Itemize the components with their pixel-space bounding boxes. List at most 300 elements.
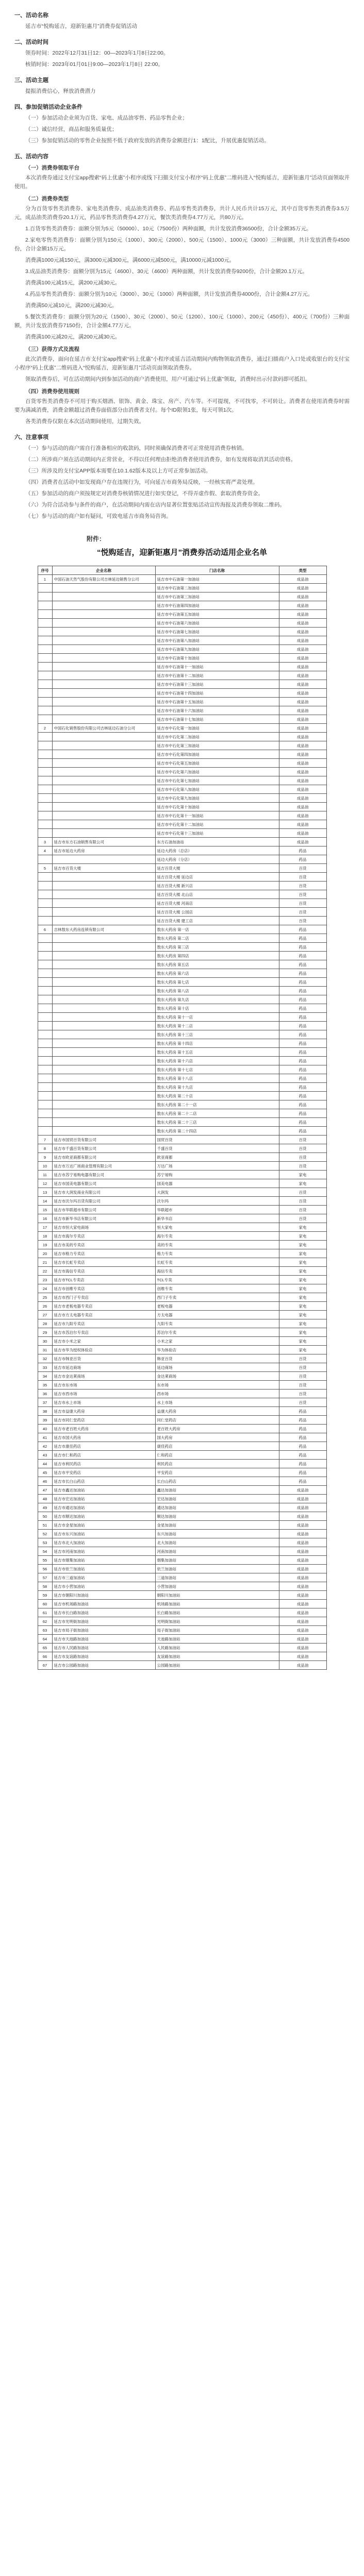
cell-type: 家电 bbox=[279, 1171, 326, 1179]
cell-store: 烟集加油站 bbox=[155, 1556, 279, 1565]
table-row bbox=[38, 1083, 326, 1092]
coupon-type-item: 消费满100元减15元，满200元减30元。 bbox=[25, 280, 121, 286]
cell-type: 成品油 bbox=[279, 794, 326, 803]
cell-type: 成品油 bbox=[279, 1495, 326, 1503]
cell-store: 延吉市中石油第十四加油站 bbox=[155, 689, 279, 698]
section-title: 三、活动主题 bbox=[14, 77, 48, 83]
section-paragraph: （一）参加活动企业须为百货、家电、成品油零售、药品零售企业； bbox=[25, 115, 188, 121]
cell-company: 延吉市仁和药店 bbox=[52, 1451, 155, 1460]
cell-no bbox=[38, 811, 52, 820]
cell-company bbox=[52, 645, 155, 654]
cell-company bbox=[52, 1127, 155, 1136]
cell-company: 延吉市天池路加油站 bbox=[52, 1635, 155, 1643]
cell-type: 百货 bbox=[279, 899, 326, 908]
section-title: 四、参加促销活动企业条件 bbox=[14, 104, 82, 110]
cell-company: 延吉市新华书店有限公司 bbox=[52, 1214, 155, 1223]
cell-type: 药品 bbox=[279, 952, 326, 960]
table-row bbox=[38, 1643, 326, 1652]
table-row bbox=[38, 671, 326, 680]
cell-company bbox=[52, 1004, 155, 1013]
note-item: （五）参加活动的商户须按规定对消费券核销情况进行如实登记，不得弄虚作假、套取消费券资金。 bbox=[25, 490, 263, 497]
cell-no: 45 bbox=[38, 1468, 52, 1477]
cell-no: 59 bbox=[38, 1591, 52, 1600]
cell-company bbox=[52, 1109, 155, 1118]
activity-content bbox=[14, 164, 350, 426]
cell-store: 延吉市中石化第二加油站 bbox=[155, 733, 279, 741]
cell-store: 延吉百货大楼 河南店 bbox=[155, 899, 279, 908]
cell-type: 百货 bbox=[279, 873, 326, 882]
cell-company bbox=[52, 917, 155, 925]
cell-no bbox=[38, 610, 52, 619]
cell-no: 3 bbox=[38, 838, 52, 846]
cell-type: 百货 bbox=[279, 1153, 326, 1162]
cell-store: 延吉市中石化第一加油站 bbox=[155, 724, 279, 733]
cell-store: 国贸百货 bbox=[155, 1136, 279, 1144]
cell-no bbox=[38, 645, 52, 654]
cell-company: 延吉市长虹专卖店 bbox=[52, 1258, 155, 1267]
cell-store: 老板电器 bbox=[155, 1302, 279, 1311]
cell-store: 敖东大药房 第十一店 bbox=[155, 1013, 279, 1022]
cell-company bbox=[52, 601, 155, 610]
cell-store: 欧亚商都 bbox=[155, 1153, 279, 1162]
table-row bbox=[38, 1468, 326, 1477]
table-row bbox=[38, 698, 326, 706]
cell-type: 百货 bbox=[279, 882, 326, 890]
header-type: 类型 bbox=[279, 566, 326, 575]
cell-store: 敖东大药房 第十三店 bbox=[155, 1030, 279, 1039]
cell-no: 13 bbox=[38, 1188, 52, 1197]
note-item: （四）消费者在活动中如发现商户存在违规行为，可向延吉市商务局反映，一经核实将严肃处理。 bbox=[25, 479, 258, 485]
cell-store: 国大药房 bbox=[155, 1433, 279, 1442]
rules-paragraph: 百货零售类消费券不可用于购买烟酒、银饰、黄金、珠宝、房产、汽车等。不可提现，不可找零，不可转让。消费者在使用消费券时需要为满减消费，消费金额超过消费券面值部分由消费者支付。每个ID限领1张，每天可领1次。 bbox=[14, 398, 350, 413]
table-row bbox=[38, 575, 326, 584]
cell-type: 药品 bbox=[279, 1048, 326, 1057]
cell-store: 敖东大药房 第四店 bbox=[155, 952, 279, 960]
cell-no bbox=[38, 768, 52, 776]
enterprise-table bbox=[38, 566, 327, 1670]
cell-company bbox=[52, 698, 155, 706]
cell-type: 药品 bbox=[279, 1416, 326, 1425]
cell-store: 光明街加油站 bbox=[155, 1617, 279, 1626]
cell-type: 药品 bbox=[279, 1065, 326, 1074]
table-row bbox=[38, 1127, 326, 1136]
table-row bbox=[38, 1503, 326, 1512]
cell-company bbox=[52, 680, 155, 689]
cell-company bbox=[52, 890, 155, 899]
section-title: 二、活动时间 bbox=[14, 39, 48, 45]
cell-no: 6 bbox=[38, 925, 52, 934]
cell-store: 仁和药店 bbox=[155, 1451, 279, 1460]
cell-store: 东市场 bbox=[155, 1381, 279, 1389]
cell-store: 延吉市中石油第十五加油站 bbox=[155, 698, 279, 706]
cell-store: 华为体验店 bbox=[155, 1346, 279, 1354]
cell-company bbox=[52, 820, 155, 829]
cell-company bbox=[52, 855, 155, 864]
cell-company: 延吉市河南加油站 bbox=[52, 1547, 155, 1556]
cell-store: 依兰加油站 bbox=[155, 1565, 279, 1573]
table-row bbox=[38, 680, 326, 689]
cell-no: 12 bbox=[38, 1179, 52, 1188]
cell-type: 成品油 bbox=[279, 663, 326, 671]
cell-no: 60 bbox=[38, 1600, 52, 1608]
cell-no bbox=[38, 820, 52, 829]
cell-store: 华联超市 bbox=[155, 1206, 279, 1214]
cell-no bbox=[38, 987, 52, 995]
table-row bbox=[38, 969, 326, 978]
cell-no bbox=[38, 855, 52, 864]
note-item: （二）所涉商户须在活动期间内正常营业，不得以任何理由拒绝消费者使用消费券，如有发现将取消其活动资格。 bbox=[25, 456, 296, 463]
cell-type: 家电 bbox=[279, 1284, 326, 1293]
cell-no bbox=[38, 995, 52, 1004]
cell-company: 延吉市TCL专卖店 bbox=[52, 1276, 155, 1284]
cell-type: 成品油 bbox=[279, 619, 326, 628]
cell-type: 成品油 bbox=[279, 645, 326, 654]
method-paragraph: 此次消费券，面向在延吉市支付宝app搜索“码上优惠”小程序或延吉活动期间内购物领取消费券，通过扫描商户入口处或收银台的支付宝小程序“码上优惠”二维码进入“悦购延吉，迎新钜惠月”活动页面领取消费券。 bbox=[14, 356, 350, 371]
cell-company bbox=[52, 1118, 155, 1127]
cell-type: 成品油 bbox=[279, 715, 326, 724]
cell-company: 吉林敖东大药房连锁有限公司 bbox=[52, 925, 155, 934]
cell-store: 西门子专卖 bbox=[155, 1293, 279, 1302]
table-row bbox=[38, 838, 326, 846]
table-body bbox=[38, 575, 326, 1670]
table-row bbox=[38, 1433, 326, 1442]
cell-type: 百货 bbox=[279, 917, 326, 925]
cell-no: 17 bbox=[38, 1223, 52, 1232]
cell-store: 苏宁易购 bbox=[155, 1171, 279, 1179]
cell-no bbox=[38, 750, 52, 759]
cell-company: 延吉市华为授权体验店 bbox=[52, 1346, 155, 1354]
cell-no: 10 bbox=[38, 1162, 52, 1171]
cell-company bbox=[52, 995, 155, 1004]
table-row bbox=[38, 1223, 326, 1232]
section-title: 一、活动名称 bbox=[14, 12, 48, 19]
cell-type: 百货 bbox=[279, 1363, 326, 1372]
cell-store: 敖东大药房 第六店 bbox=[155, 969, 279, 978]
table-row bbox=[38, 1573, 326, 1582]
cell-company: 延吉市欧亚商都有限公司 bbox=[52, 1153, 155, 1162]
cell-type: 成品油 bbox=[279, 1617, 326, 1626]
table-row bbox=[38, 1451, 326, 1460]
cell-company: 延吉市利民药店 bbox=[52, 1460, 155, 1468]
cell-store: 延吉百货大楼 建工店 bbox=[155, 917, 279, 925]
cell-company: 延吉市万达广场商业管理有限公司 bbox=[52, 1162, 155, 1171]
cell-company bbox=[52, 1092, 155, 1100]
cell-store: 敖东大药房 第八店 bbox=[155, 987, 279, 995]
cell-no: 67 bbox=[38, 1661, 52, 1670]
cell-company: 延吉市国美电器有限公司 bbox=[52, 1179, 155, 1188]
cell-company: 延吉市国贸百货有限公司 bbox=[52, 1136, 155, 1144]
cell-store: 敖东大药房 第九店 bbox=[155, 995, 279, 1004]
table-row bbox=[38, 1022, 326, 1030]
cell-company: 延吉市恒大家电商场 bbox=[52, 1223, 155, 1232]
cell-no bbox=[38, 663, 52, 671]
cell-type: 成品油 bbox=[279, 628, 326, 636]
cell-no: 23 bbox=[38, 1276, 52, 1284]
cell-no: 53 bbox=[38, 1538, 52, 1547]
cell-no bbox=[38, 873, 52, 882]
cell-store: 延吉市中石油第十加油站 bbox=[155, 654, 279, 663]
cell-type: 药品 bbox=[279, 1127, 326, 1136]
cell-company: 延吉市国大药房 bbox=[52, 1433, 155, 1442]
cell-type: 药品 bbox=[279, 943, 326, 952]
table-row bbox=[38, 741, 326, 750]
cell-store: 敖东大药房 第二十二店 bbox=[155, 1109, 279, 1118]
cell-company bbox=[52, 960, 155, 969]
coupon-type-item: 消费满100元减20元，满200元减30元。 bbox=[25, 334, 121, 340]
notice-body bbox=[14, 11, 350, 160]
cell-store: 延吉市中石油第六加油站 bbox=[155, 619, 279, 628]
cell-no bbox=[38, 934, 52, 943]
cell-company: 延吉市大润发商业有限公司 bbox=[52, 1188, 155, 1197]
cell-store: 长白山药店 bbox=[155, 1477, 279, 1486]
cell-type: 成品油 bbox=[279, 636, 326, 645]
platform-text: 本次消费券通过支付宝app搜索“码上优惠”小程序或线下扫描支付宝小程序“码上优惠”二维码进入“悦购延吉，迎新钜惠月”活动页面领取并使用。 bbox=[14, 175, 350, 190]
table-row bbox=[38, 978, 326, 987]
table-row bbox=[38, 925, 326, 934]
cell-company bbox=[52, 908, 155, 917]
cell-company: 延吉市小米之家 bbox=[52, 1337, 155, 1346]
cell-type: 药品 bbox=[279, 969, 326, 978]
note-item: （六）为符合活动参与条件的商户，在活动期间内需在店内显著位置张贴活动宣传海报及消费券领取二维码。 bbox=[25, 502, 285, 508]
cell-store: 敖东大药房 第十六店 bbox=[155, 1057, 279, 1065]
cell-type: 成品油 bbox=[279, 1643, 326, 1652]
cell-company: 延吉市顺达加油站 bbox=[52, 1512, 155, 1521]
cell-store: 延吉市中石化第十一加油站 bbox=[155, 811, 279, 820]
cell-store: 同仁堂药店 bbox=[155, 1416, 279, 1425]
cell-company: 延吉市康佳药店 bbox=[52, 1442, 155, 1451]
cell-no: 65 bbox=[38, 1643, 52, 1652]
cell-type: 成品油 bbox=[279, 1530, 326, 1538]
cell-type: 百货 bbox=[279, 864, 326, 873]
section-paragraph: （三）参加促销活动的零售企业按照不低于政府发放的消费券金额进行1：1配比，升展优惠促销活动。 bbox=[25, 138, 270, 144]
table-row bbox=[38, 1048, 326, 1057]
cell-no: 14 bbox=[38, 1197, 52, 1206]
table-row bbox=[38, 610, 326, 619]
cell-type: 成品油 bbox=[279, 1556, 326, 1565]
note-item: （七）参与活动的商户如有疑问，可致电延吉市商务局咨询。 bbox=[25, 513, 172, 519]
cell-company: 延吉市小营加油站 bbox=[52, 1582, 155, 1591]
cell-no: 1 bbox=[38, 575, 52, 584]
cell-company: 延吉市金星加油站 bbox=[52, 1521, 155, 1530]
cell-type: 药品 bbox=[279, 1030, 326, 1039]
table-row bbox=[38, 1538, 326, 1547]
cell-company bbox=[52, 759, 155, 768]
cell-no: 7 bbox=[38, 1136, 52, 1144]
table-row bbox=[38, 776, 326, 785]
cell-no bbox=[38, 628, 52, 636]
table-row bbox=[38, 654, 326, 663]
cell-type: 成品油 bbox=[279, 592, 326, 601]
cell-no bbox=[38, 917, 52, 925]
table-row bbox=[38, 820, 326, 829]
cell-company: 延吉市格力专卖店 bbox=[52, 1249, 155, 1258]
annex-title: “悦购延吉，迎新钜惠月”消费券活动适用企业名单 bbox=[96, 548, 267, 557]
cell-company: 延吉市鑫达加油站 bbox=[52, 1486, 155, 1495]
cell-store: 宏达加油站 bbox=[155, 1495, 279, 1503]
cell-company bbox=[52, 1083, 155, 1092]
cell-type: 成品油 bbox=[279, 803, 326, 811]
table-row bbox=[38, 724, 326, 733]
cell-company: 延吉市水上市场 bbox=[52, 1398, 155, 1407]
notes-list bbox=[14, 444, 350, 521]
cell-company: 延吉市北大加油站 bbox=[52, 1538, 155, 1547]
table-row bbox=[38, 1661, 326, 1670]
cell-no: 56 bbox=[38, 1565, 52, 1573]
table-row bbox=[38, 1389, 326, 1398]
cell-type: 百货 bbox=[279, 1381, 326, 1389]
cell-store: 局子街加油站 bbox=[155, 1626, 279, 1635]
cell-no: 28 bbox=[38, 1319, 52, 1328]
table-row bbox=[38, 1512, 326, 1521]
table-row bbox=[38, 803, 326, 811]
cell-type: 成品油 bbox=[279, 689, 326, 698]
cell-store: 敖东大药房 第二店 bbox=[155, 934, 279, 943]
cell-type: 药品 bbox=[279, 1074, 326, 1083]
cell-type: 成品油 bbox=[279, 724, 326, 733]
cell-no: 18 bbox=[38, 1232, 52, 1241]
cell-store: 敖东大药房 第十四店 bbox=[155, 1039, 279, 1048]
table-row bbox=[38, 1171, 326, 1179]
cell-store: 益康大药房 bbox=[155, 1407, 279, 1416]
cell-no bbox=[38, 908, 52, 917]
cell-company: 延吉市宏达加油站 bbox=[52, 1495, 155, 1503]
cell-store: 延吉市中石油第七加油站 bbox=[155, 628, 279, 636]
cell-no: 11 bbox=[38, 1171, 52, 1179]
table-row bbox=[38, 601, 326, 610]
cell-type: 成品油 bbox=[279, 838, 326, 846]
cell-no bbox=[38, 943, 52, 952]
table-row bbox=[38, 899, 326, 908]
cell-company bbox=[52, 1039, 155, 1048]
cell-store: 恒大家电 bbox=[155, 1223, 279, 1232]
cell-type: 百货 bbox=[279, 1136, 326, 1144]
cell-store: 东兴加油站 bbox=[155, 1530, 279, 1538]
table-row bbox=[38, 1626, 326, 1635]
cell-company bbox=[52, 899, 155, 908]
cell-type: 家电 bbox=[279, 1319, 326, 1328]
cell-type: 药品 bbox=[279, 846, 326, 855]
cell-no: 62 bbox=[38, 1617, 52, 1626]
cell-store: 敖东大药房 第七店 bbox=[155, 978, 279, 987]
table-row bbox=[38, 960, 326, 969]
table-row bbox=[38, 592, 326, 601]
table-row bbox=[38, 794, 326, 803]
cell-no bbox=[38, 1074, 52, 1083]
cell-type: 药品 bbox=[279, 1109, 326, 1118]
table-row bbox=[38, 1346, 326, 1354]
table-row bbox=[38, 846, 326, 855]
table-row bbox=[38, 1311, 326, 1319]
cell-store: 延吉市中石化第十二加油站 bbox=[155, 820, 279, 829]
cell-no: 54 bbox=[38, 1547, 52, 1556]
cell-company: 延吉市人民路加油站 bbox=[52, 1643, 155, 1652]
cell-store: 小营加油站 bbox=[155, 1582, 279, 1591]
cell-store: 敖东大药房 第一店 bbox=[155, 925, 279, 934]
cell-company: 延吉市海信专卖店 bbox=[52, 1267, 155, 1276]
cell-type: 药品 bbox=[279, 1433, 326, 1442]
cell-company: 延吉市九阳专卖店 bbox=[52, 1319, 155, 1328]
cell-company bbox=[52, 829, 155, 838]
cell-no: 8 bbox=[38, 1144, 52, 1153]
table-row bbox=[38, 1100, 326, 1109]
cell-no bbox=[38, 960, 52, 969]
cell-type: 成品油 bbox=[279, 1503, 326, 1512]
cell-type: 药品 bbox=[279, 1057, 326, 1065]
cell-company: 延吉市千盛百货有限公司 bbox=[52, 1144, 155, 1153]
table-row bbox=[38, 1477, 326, 1486]
cell-store: 万达广场 bbox=[155, 1162, 279, 1171]
cell-company bbox=[52, 733, 155, 741]
cell-store: 敖东大药房 第二十四店 bbox=[155, 1127, 279, 1136]
table-row bbox=[38, 1407, 326, 1416]
cell-no: 42 bbox=[38, 1442, 52, 1451]
table-row bbox=[38, 1293, 326, 1302]
table-row bbox=[38, 689, 326, 698]
cell-store: 九阳专卖 bbox=[155, 1319, 279, 1328]
cell-type: 家电 bbox=[279, 1302, 326, 1311]
cell-no bbox=[38, 890, 52, 899]
table-row bbox=[38, 811, 326, 820]
table-row bbox=[38, 1109, 326, 1118]
cell-store: 敖东大药房 第十七店 bbox=[155, 1065, 279, 1074]
cell-company bbox=[52, 943, 155, 952]
cell-type: 家电 bbox=[279, 1328, 326, 1337]
table-row bbox=[38, 1013, 326, 1022]
cell-no: 37 bbox=[38, 1398, 52, 1407]
section-paragraph: 领券时间：2022年12月31日12：00—2023年1月8日22:00。 bbox=[25, 50, 169, 56]
table-row bbox=[38, 1556, 326, 1565]
types-title: （二）消费券类型 bbox=[25, 196, 69, 202]
cell-no: 49 bbox=[38, 1503, 52, 1512]
cell-no: 30 bbox=[38, 1337, 52, 1346]
table-row bbox=[38, 1030, 326, 1039]
cell-type: 药品 bbox=[279, 1118, 326, 1127]
cell-no: 50 bbox=[38, 1512, 52, 1521]
cell-type: 药品 bbox=[279, 1083, 326, 1092]
cell-store: 方太电器 bbox=[155, 1311, 279, 1319]
table-row bbox=[38, 1197, 326, 1206]
table-row bbox=[38, 1442, 326, 1451]
table-row bbox=[38, 584, 326, 592]
cell-store: 延边商场 bbox=[155, 1363, 279, 1372]
cell-no: 35 bbox=[38, 1381, 52, 1389]
cell-store: 河南加油站 bbox=[155, 1547, 279, 1556]
cell-store: 敖东大药房 第十九店 bbox=[155, 1083, 279, 1092]
table-row bbox=[38, 1521, 326, 1530]
cell-type: 药品 bbox=[279, 925, 326, 934]
cell-store: 机场路加油站 bbox=[155, 1600, 279, 1608]
table-row bbox=[38, 873, 326, 882]
cell-company: 延吉市平安药店 bbox=[52, 1468, 155, 1477]
cell-type: 家电 bbox=[279, 1337, 326, 1346]
cell-no bbox=[38, 1065, 52, 1074]
cell-no bbox=[38, 1109, 52, 1118]
cell-type: 百货 bbox=[279, 1398, 326, 1407]
table-row bbox=[38, 943, 326, 952]
table-row bbox=[38, 645, 326, 654]
cell-store: 敖东大药房 第三店 bbox=[155, 943, 279, 952]
cell-type: 成品油 bbox=[279, 654, 326, 663]
note-item: （三）所涉及的支付宝APP版本需要在10.1.62版本及以上方可正常参加活动。 bbox=[25, 468, 211, 474]
table-row bbox=[38, 1460, 326, 1468]
cell-store: 敖东大药房 第二十店 bbox=[155, 1092, 279, 1100]
cell-no: 29 bbox=[38, 1328, 52, 1337]
cell-store: 延吉市中石油第十三加油站 bbox=[155, 680, 279, 689]
cell-company: 延吉市老板电器专卖店 bbox=[52, 1302, 155, 1311]
cell-type: 成品油 bbox=[279, 706, 326, 715]
cell-type: 成品油 bbox=[279, 1565, 326, 1573]
cell-company bbox=[52, 1022, 155, 1030]
